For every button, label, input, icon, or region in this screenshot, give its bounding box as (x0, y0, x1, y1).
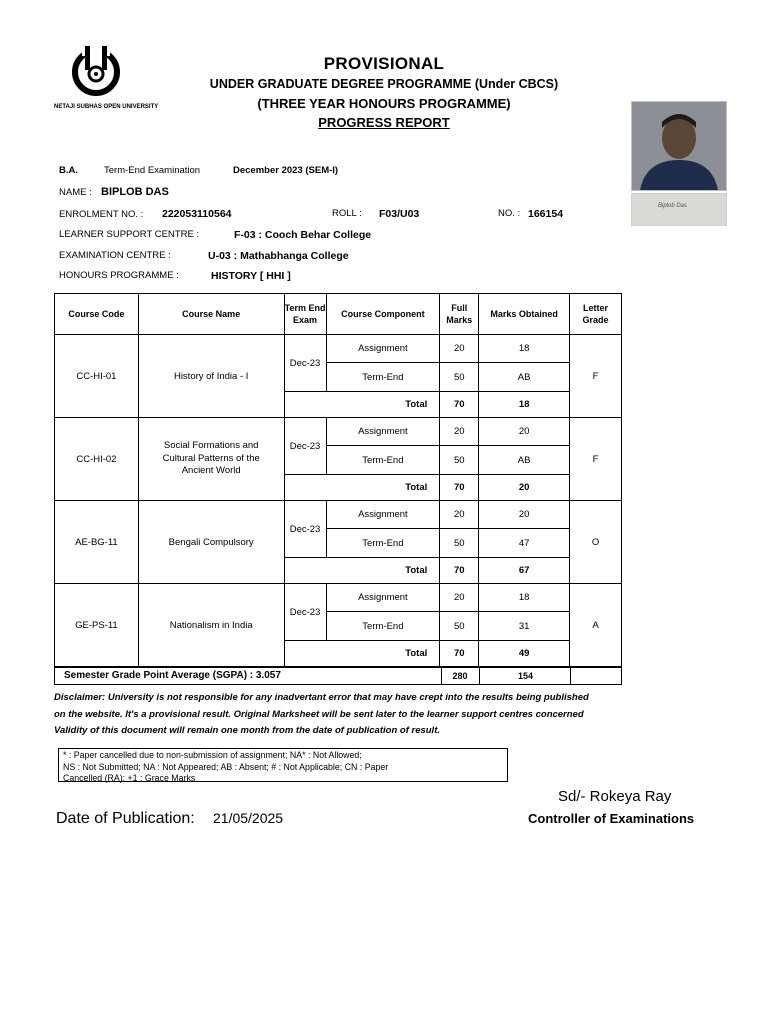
legend-line: NS : Not Submitted; NA : Not Appeared; AB : Absent; # : Not Applicable; CN : Paper (63, 761, 389, 772)
roll-label: ROLL : (332, 208, 362, 219)
roll-value: F03/U03 (379, 208, 420, 220)
marks-obtained: AB (479, 363, 570, 392)
header-course-name: Course Name (138, 294, 284, 335)
exam-centre-value: U-03 : Mathabhanga College (208, 250, 349, 262)
total-label: Total (284, 392, 440, 418)
letter-grade: F (570, 418, 622, 501)
marks-obtained: 20 (479, 501, 570, 529)
term-end-exam: Dec-23 (284, 418, 326, 475)
controller-title: Controller of Examinations (528, 811, 695, 826)
term-end-exam: Dec-23 (284, 584, 326, 641)
table-row (55, 501, 622, 529)
header-term-end-exam: Term End Exam (284, 294, 326, 335)
legend-line: Cancelled (RA); +1 : Grace Marks (63, 773, 196, 783)
exam-session: December 2023 (SEM-I) (233, 165, 339, 176)
full-marks: 50 (440, 363, 479, 392)
letter-grade: A (570, 584, 622, 667)
exam-centre-label: EXAMINATION CENTRE : (59, 250, 171, 261)
total-marks-obtained: 18 (479, 392, 570, 418)
total-marks-obtained: 49 (479, 641, 570, 667)
marks-obtained: 18 (479, 584, 570, 612)
disclaimer-line: Validity of this document will remain one month from the date of publication of result. (54, 725, 441, 736)
abbreviation-legend (58, 748, 508, 782)
course-code: CC-HI-02 (55, 418, 139, 501)
legend-line: * : Paper cancelled due to non-submission of assignment; NA* : Not Allowed; (63, 750, 362, 760)
component-term-end: Term-End (326, 612, 440, 641)
marks-obtained: 31 (479, 612, 570, 641)
header-marks-obtained: Marks Obtained (479, 294, 570, 335)
component-assignment: Assignment (326, 418, 440, 446)
disclaimer (54, 690, 654, 740)
component-assignment: Assignment (326, 584, 440, 612)
signature-text: Biplob Das (658, 203, 688, 209)
grand-full-marks: 280 (452, 671, 468, 681)
signed-by: Sd/- Rokeya Ray (558, 788, 672, 805)
total-label: Total (284, 641, 440, 667)
full-marks: 50 (440, 612, 479, 641)
term-end-exam: Dec-23 (284, 335, 326, 392)
component-term-end: Term-End (326, 529, 440, 558)
table-row (55, 418, 622, 446)
marks-obtained: AB (479, 446, 570, 475)
disclaimer-line: on the website. It's a provisional result. Original Marksheet will be sent later to the learner support centres concerned (54, 708, 584, 720)
header-full-marks: Full Marks (440, 294, 479, 335)
component-term-end: Term-End (326, 446, 440, 475)
total-full-marks: 70 (440, 475, 479, 501)
marks-obtained: 18 (479, 335, 570, 363)
total-marks-obtained: 67 (479, 558, 570, 584)
full-marks: 50 (440, 529, 479, 558)
sgpa-label: Semester Grade Point Average (SGPA) : 3.057 (64, 670, 281, 681)
programme-line: UNDER GRADUATE DEGREE PROGRAMME (Under CBCS) (209, 77, 559, 91)
total-full-marks: 70 (440, 392, 479, 418)
disclaimer-line: Disclaimer: University is not responsible for any inadvertant error that may have crept into the results being published (54, 692, 589, 703)
marks-obtained: 47 (479, 529, 570, 558)
lsc-value: F-03 : Cooch Behar College (234, 229, 372, 241)
header-letter-grade: Letter Grade (570, 294, 622, 335)
total-full-marks: 70 (440, 558, 479, 584)
full-marks: 20 (440, 418, 479, 446)
full-marks: 20 (440, 335, 479, 363)
honours-value: HISTORY [ HHI ] (211, 270, 291, 282)
full-marks: 20 (440, 584, 479, 612)
course-name: History of India - I (138, 335, 284, 418)
publication-date-label: Date of Publication: (56, 810, 195, 827)
course-name: Nationalism in India (138, 584, 284, 667)
name-label: NAME : (59, 187, 92, 198)
programme-code: B.A. (59, 165, 78, 176)
logo-text: NETAJI SUBHAS OPEN UNIVERSITY (54, 104, 159, 110)
no-label: NO. : (498, 208, 521, 219)
report-title: PROGRESS REPORT (318, 115, 450, 130)
total-label: Total (284, 558, 440, 584)
header-course-code: Course Code (55, 294, 139, 335)
student-photo (631, 101, 727, 191)
publication-date: 21/05/2025 (213, 810, 284, 826)
total-full-marks: 70 (440, 641, 479, 667)
total-marks-obtained: 20 (479, 475, 570, 501)
grand-marks-obtained: 154 (517, 671, 534, 681)
course-name: Social Formations and Cultural Patterns of the Ancient World (138, 418, 284, 501)
sgpa-row (54, 667, 622, 685)
course-code: GE-PS-11 (55, 584, 139, 667)
component-assignment: Assignment (326, 335, 440, 363)
student-signature (631, 193, 727, 226)
total-label: Total (284, 475, 440, 501)
honours-line: (THREE YEAR HONOURS PROGRAMME) (257, 96, 511, 111)
enrolment-number: 222053110564 (162, 208, 232, 220)
lsc-label: LEARNER SUPPORT CENTRE : (59, 229, 200, 240)
letter-grade: O (570, 501, 622, 584)
honours-label: HONOURS PROGRAMME : (59, 270, 179, 281)
component-term-end: Term-End (326, 363, 440, 392)
course-name: Bengali Compulsory (138, 501, 284, 584)
enrolment-label: ENROLMENT NO. : (59, 209, 144, 220)
no-value: 166154 (528, 208, 564, 220)
course-code: AE-BG-11 (55, 501, 139, 584)
course-code: CC-HI-01 (55, 335, 139, 418)
header-course-component: Course Component (326, 294, 440, 335)
letter-grade: F (570, 335, 622, 418)
component-assignment: Assignment (326, 501, 440, 529)
full-marks: 20 (440, 501, 479, 529)
marks-obtained: 20 (479, 418, 570, 446)
full-marks: 50 (440, 446, 479, 475)
exam-label: Term-End Examination (104, 165, 201, 176)
term-end-exam: Dec-23 (284, 501, 326, 558)
table-row (55, 335, 622, 363)
marks-table (54, 293, 622, 667)
student-name: BIPLOB DAS (101, 186, 169, 198)
table-row (55, 584, 622, 612)
document-title: PROVISIONAL (323, 54, 445, 73)
